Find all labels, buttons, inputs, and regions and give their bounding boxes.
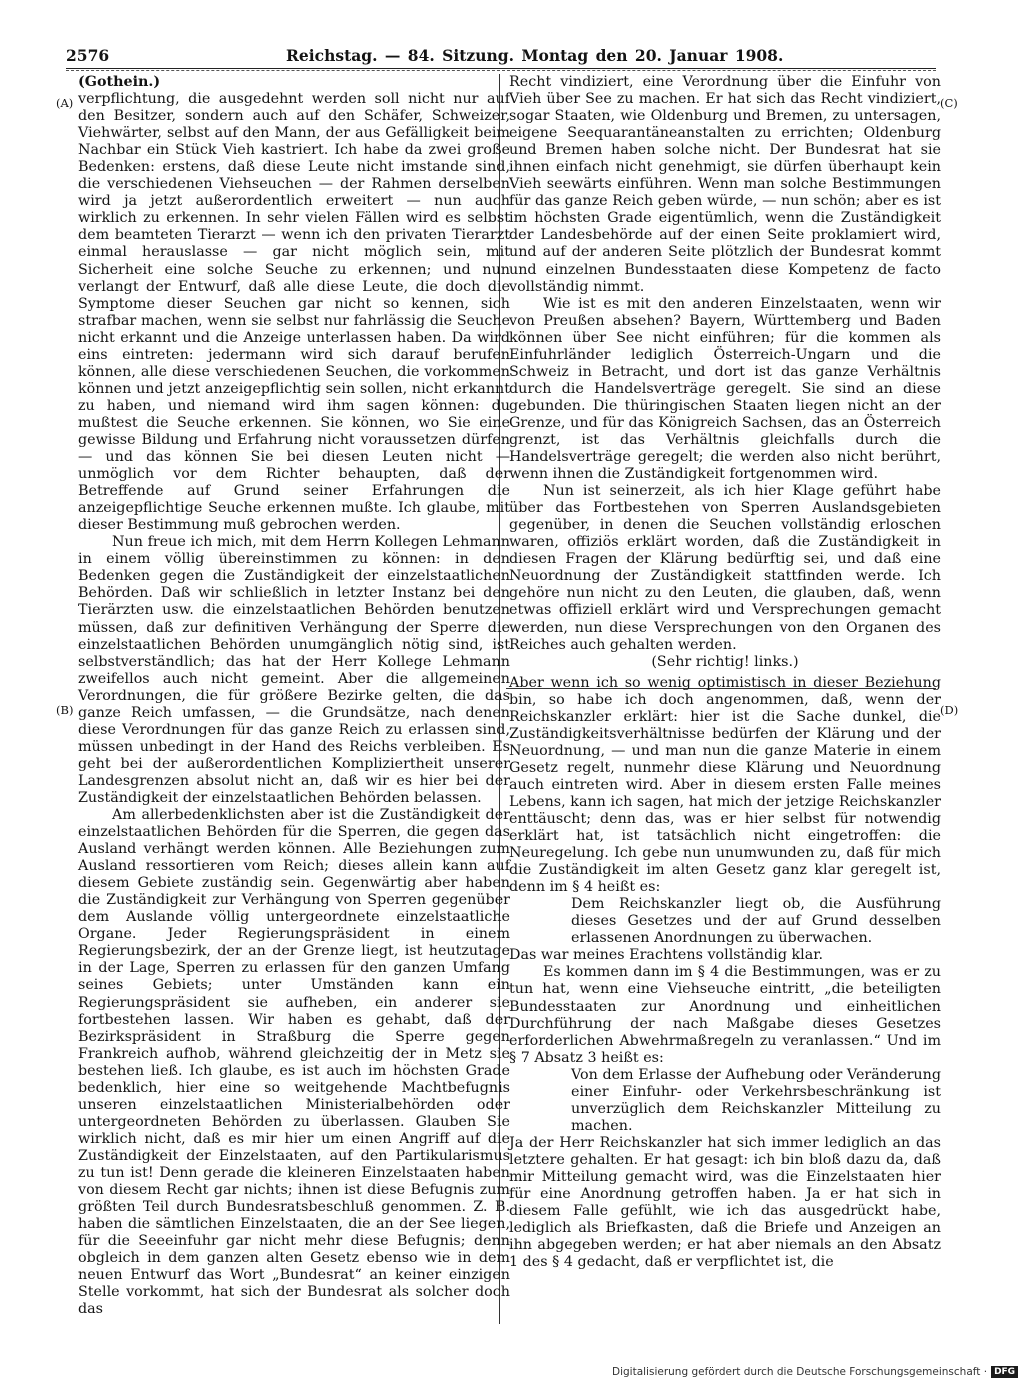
paragraph: Nun freue ich mich, mit dem Herrn Kollegen Lehmann in einem völlig übereinstimmen zu können: in den Bedenken gegen die Zuständigkeit der einzelstaatlichen Behörden. Daß wir schließlich in letzter Instanz bei den Tierärzten usw. die einzelstaatlichen Behörden benutzen müssen, daß zur definitiven Verhängung der Sperre die einzelstaatlichen Behörden unumgänglich nötig sind, ist selbstverständlich; das hat der Herr Kollege Lehmann zweifellos auch nicht gemeint. Aber die allgemeinen Verordnungen, die für größere Bezirke gelten, die das ganze Reich umfassen, — die Grundsätze, nach denen diese Verordnungen für das ganze Reich zu erlassen sind, müssen unbedingt in der Hand des Reichs verbleiben. Es geht bei der außerordentlichen Kompliziertheit unserer Landesgrenzen absolut nicht an, daß wir es hier bei der Zuständigkeit der einzelstaatlichen Behörden belassen.	[78, 534, 510, 806]
paragraph: Aber wenn ich so wenig optimistisch in dieser Beziehung bin, so habe ich doch angenommen, daß, wenn der Reichskanzler erklärt: hier ist die Sache dunkel, die Zuständigkeitsverhältnisse bedürfen der Klärung und der Neuordnung, — und man nun die ganze Materie in einem Gesetz regelt, nunmehr diese Klärung und Neuordnung auch eintreten wird. Aber in diesem ersten Falle meines Lebens, kann ich sagen, hat mich der jetzige Reichskanzler enttäuscht; denn das, was er hier selbst für notwendig erklärt hat, ist tatsächlich nicht eingetroffen: die Neuregelung. Ich gebe nun unumwunden zu, daß für mich die Zuständigkeit im alten Gesetz ganz klar geregelt ist, denn im § 4 heißt es:	[509, 674, 941, 896]
left-column	[78, 74, 510, 1318]
header-divider	[66, 70, 936, 71]
paragraph: Am allerbedenklichsten aber ist die Zuständigkeit der einzelstaatlichen Behörden für die Sperren, die gegen das Ausland verhängt werden können. Alle Beziehungen zum Ausland ressortieren vom Reich; dieses allein kann auf diesem Gebiete zuständig sein. Gegenwärtig aber haben die Zuständigkeit zur Verhängung von Sperren gegenüber dem Auslande völlig untergeordnete einzelstaatliche Organe. Jeder Regierungspräsident in einem Regierungsbezirk, der an der Grenze liegt, ist heutzutage in der Lage, Sperren zu erlassen für den ganzen Umfang seines Gebiets; unter Umständen kann ein Regierungspräsident sie aufheben, ein anderer sie fortbestehen lassen. Wir haben es gehabt, daß der Bezirkspräsident in Straßburg die Sperre gegen Frankreich aufhob, während gleichzeitig der in Metz sie bestehen ließ. Ich glaube, es ist auch im höchsten Grade bedenklich, hier eine so weitgehende Machtbefugnis unseren einzelstaatlichen Ministerialbehörden oder untergeordneten Behörden zu überlassen. Glauben Sie wirklich nicht, daß es mir hier um einen Angriff auf die Zuständigkeit der Einzelstaaten, auf den Partikularismus zu tun ist! Denn gerade die kleineren Einzelstaaten haben von diesem Recht gar nichts; ihnen ist diese Befugnis zum größten Teil durch Bundesratsbeschluß genommen. Z. B. haben die sämtlichen Einzelstaaten, die an der See liegen, für die Seeeinfuhr gar nicht mehr diese Befugnis; denn obgleich in dem ganzen alten Gesetz ebenso wie in dem neuen Entwurf das Wort „Bundesrat“ an keiner einzigen Stelle vorkommt, hat sich der Bundesrat als solcher doch das	[78, 807, 510, 1318]
running-title: Reichstag. — 84. Sitzung. Montag den 20. Januar 1908.	[286, 46, 784, 65]
margin-marker-d: (D)	[940, 703, 959, 717]
paragraph: Recht vindiziert, eine Verordnung über die Einfuhr von Vieh über See zu machen. Er hat sich das Recht vindiziert, sogar Staaten, wie Oldenburg und Bremen, zu untersagen, eigene Seequarantäneanstalten zu errichten; Oldenburg und Bremen haben solche nicht. Der Bundesrat hat sie ihnen einfach nicht genehmigt, sie dürfen überhaupt kein Vieh seewärts einführen. Wenn man solche Bestimmungen für das ganze Reich geben würde, — nun schön; aber es ist im höchsten Grade eigentümlich, wenn die Zuständigkeit der Landesbehörde auf der einen Seite proklamiert wird, und auf der anderen Seite plötzlich der Bundesrat kommt und einzelnen Bundesstaaten diese Kompetenz de facto vollständig nimmt.	[509, 74, 941, 295]
paragraph: Wie ist es mit den anderen Einzelstaaten, wenn wir von Preußen absehen? Bayern, Württemberg und Baden können über See nicht einführen; für die kommen als Einfuhrländer lediglich Österreich-Ungarn und die Schweiz in Betracht, und dort ist das ganze Verhältnis durch die Handelsverträge geregelt. Sie sind an diese gebunden. Die thüringischen Staaten liegen nicht an der Grenze, und für das Königreich Sachsen, das an Österreich grenzt, ist das Verhältnis gleichfalls durch die Handelsverträge geregelt; die werden also nicht berührt, wenn ihnen die Zuständigkeit fortgenommen wird.	[509, 295, 941, 483]
paragraph: Es kommen dann im § 4 die Bestimmungen, was er zu tun hat, wenn eine Viehseuche eintritt, „die beteiligten Bundesstaaten zur Anordnung und einheitlichen Durchführung der nach Maßgabe dieses Gesetzes erforderlichen Abwehrmaßregeln zu veranlassen.“ Und im § 7 Absatz 3 heißt es:	[509, 964, 941, 1066]
page-header	[66, 44, 936, 69]
paragraph: verpflichtung, die ausgedehnt werden soll nicht nur auf den Besitzer, sondern auch auf den Schäfer, Schweizer, Viehwärter, selbst auf den Mann, der aus Gefälligkeit beim Nachbar ein Stück Vieh kastriert. Ich habe da zwei große Bedenken: erstens, daß diese Leute nicht imstande sind, die verschiedenen Viehseuchen — der Rahmen derselben wird ja jetzt außerordentlich erweitert — nun auch wirklich zu erkennen. In sehr vielen Fällen wird es selbst dem beamteten Tierarzt — wenn ich den privaten Tierarzt einmal herauslasse — gar nicht möglich sein, mit Sicherheit eine solche Seuche zu erkennen; und nun verlangt der Entwurf, daß alle diese Leute, die doch die Symptome dieser Seuchen gar nicht so kennen, sich strafbar machen, wenn sie selbst nur fahrlässig die Seuche nicht erkannt und die Anzeige unterlassen haben. Da wird eins eintreten: jedermann wird sich darauf berufen können, alle diese verschiedenen Seuchen, die vorkommen können und jetzt anzeigepflichtig sein sollen, nicht erkannt zu haben, und niemand wird ihm sagen können: du mußtest die Seuche erkennen. Sie können, wo Sie eine gewisse Bildung und Erfahrung nicht voraussetzen dürfen — und das können Sie bei diesen Leuten nicht — unmöglich vor dem Richter behaupten, daß der Betreffende auf Grund seiner Erfahrungen die anzeigepflichtige Seuche erkennen mußte. Ich glaube, mit dieser Bestimmung muß gebrochen werden.	[78, 91, 510, 534]
page-number: 2576	[66, 46, 110, 65]
dfg-logo: DFG	[991, 1366, 1018, 1378]
digitization-credit	[612, 1366, 1018, 1378]
interjection: (Sehr richtig! links.)	[651, 653, 799, 670]
block-quote: Von dem Erlasse der Aufhebung oder Veränderung einer Einfuhr- oder Verkehrsbeschränkung ist unverzüglich dem Reichskanzler Mitteilung zu machen.	[571, 1066, 941, 1134]
block-quote: Dem Reichskanzler liegt ob, die Ausführung dieses Gesetzes und der auf Grund desselben erlassenen Anordnungen zu überwachen.	[571, 896, 941, 947]
right-column	[509, 74, 941, 1271]
paragraph: Das war meines Erachtens vollständig klar.	[509, 947, 824, 964]
speaker-label: (Gothein.)	[78, 74, 161, 90]
margin-marker-a: (A)	[56, 96, 74, 110]
margin-marker-c: (C)	[940, 96, 958, 110]
paragraph: Ja der Herr Reichskanzler hat sich immer lediglich an das letztere gehalten. Er hat gesagt: ich bin bloß dazu da, daß mir Mitteilung gemacht wird, was die Einzelstaaten hier für eine Anordnung getroffen haben. Ja er hat sich in diesem Falle gefühlt, wie ich das ausgedrückt habe, lediglich als Briefkasten, daß die Briefe und Anzeigen an ihn abgegeben werden; er hat aber niemals an den Absatz 1 des § 4 gedacht, daß er verpflichtet ist, die	[509, 1134, 941, 1271]
credit-text: Digitalisierung gefördert durch die Deutsche Forschungsgemeinschaft ·	[612, 1366, 988, 1378]
margin-marker-b: (B)	[56, 703, 74, 717]
paragraph: Nun ist seinerzeit, als ich hier Klage geführt habe über das Fortbestehen von Sperren Auslandsgebieten gegenüber, in denen die Seuchen vollständig erloschen waren, offiziös erklärt worden, daß die Zuständigkeit in diesen Fragen der Klärung bedürftig sei, und daß eine Neuordnung der Zuständigkeit stattfinden werde. Ich gehöre nun nicht zu den Leuten, die glauben, daß, wenn etwas offiziell erklärt wird und Versprechungen gemacht werden, nun diese Versprechungen von den Organen des Reiches auch gehalten werden.	[509, 483, 941, 653]
